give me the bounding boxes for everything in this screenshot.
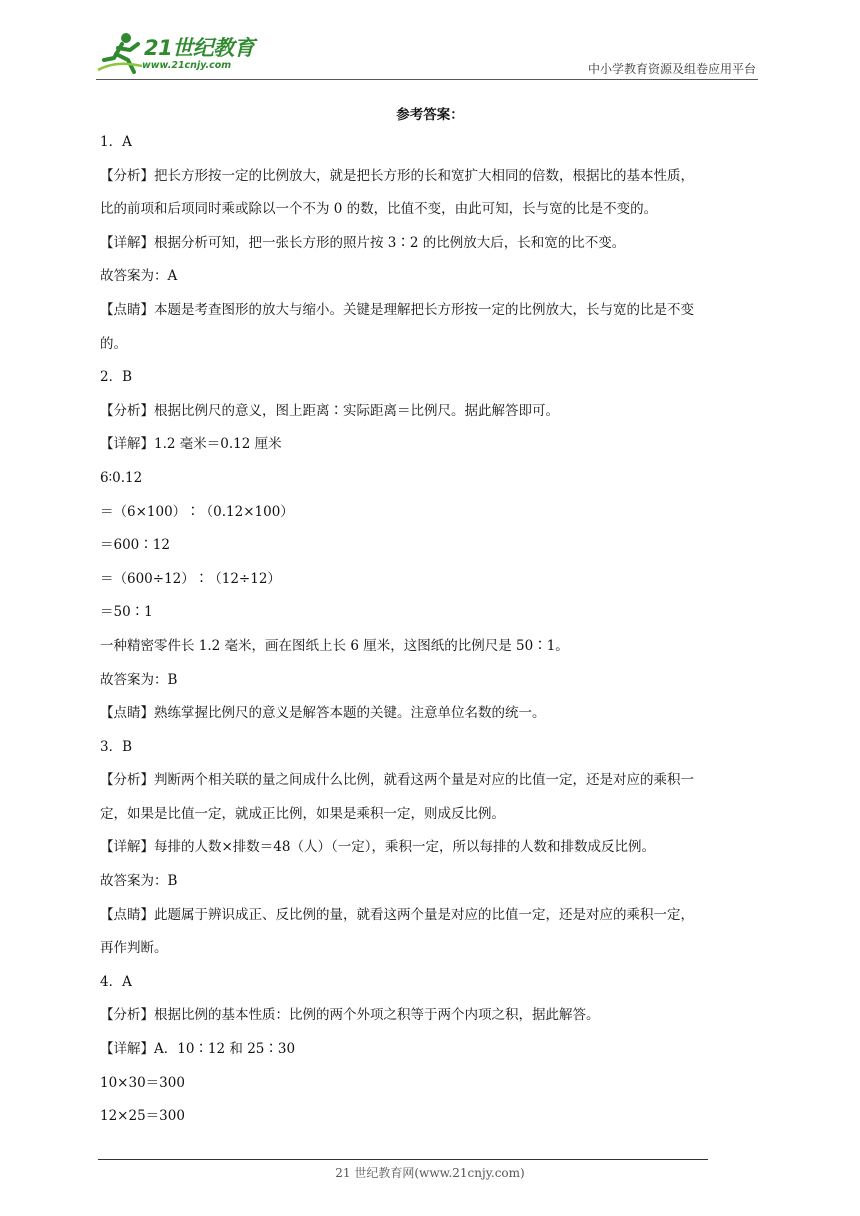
text-line: 故答案为：B bbox=[100, 873, 178, 890]
text-line: 【分析】根据比例尺的意义，图上距离∶实际距离＝比例尺。据此解答即可。 bbox=[100, 402, 559, 419]
page-title: 参考答案： bbox=[396, 107, 464, 123]
header-divider bbox=[96, 79, 758, 80]
text-line: 一种精密零件长 1.2 毫米，画在图纸上长 6 厘米，这图纸的比例尺是 50∶1。 bbox=[100, 637, 569, 654]
text-line: ＝（6×100）∶（0.12×100） bbox=[100, 503, 294, 520]
text-line: 比的前项和后项同时乘或除以一个不为 0 的数，比值不变，由此可知，长与宽的比是不变的。 bbox=[100, 201, 658, 218]
page-header bbox=[0, 0, 860, 82]
text-line: 10×30＝300 bbox=[100, 1074, 185, 1091]
text-line: 3．B bbox=[100, 738, 133, 755]
text-line: 【点睛】此题属于辨识成正、反比例的量，就看这两个量是对应的比值一定，还是对应的乘积一定， bbox=[100, 906, 694, 923]
text-line: 故答案为：B bbox=[100, 671, 178, 688]
page-footer: 21 世纪教育网(www.21cnjy.com) bbox=[335, 1166, 525, 1180]
text-line: ＝（600÷12）∶（12÷12） bbox=[100, 570, 281, 587]
text-line: 4．A bbox=[100, 973, 132, 990]
text-line: 再作判断。 bbox=[100, 940, 168, 957]
text-line: 【详解】根据分析可知，把一张长方形的照片按 3∶2 的比例放大后，长和宽的比不变。 bbox=[100, 234, 626, 251]
logo-text: 21世纪教育 bbox=[144, 36, 255, 60]
text-line: ＝600∶12 bbox=[100, 537, 170, 554]
running-figure-icon bbox=[96, 30, 146, 76]
text-line: 12×25＝300 bbox=[100, 1108, 185, 1125]
text-line: 【点睛】熟练掌握比例尺的意义是解答本题的关键。注意单位名数的统一。 bbox=[100, 705, 546, 722]
text-line: 【分析】根据比例的基本性质：比例的两个外项之积等于两个内项之积，据此解答。 bbox=[100, 1007, 600, 1024]
logo bbox=[96, 30, 266, 78]
text-line: ＝50∶1 bbox=[100, 604, 153, 621]
text-line: 6∶0.12 bbox=[100, 469, 143, 486]
text-line: 1．A bbox=[100, 134, 132, 150]
text-line: 的。 bbox=[100, 335, 127, 352]
text-line: 【详解】每排的人数×排数＝48（人）（一定），乘积一定，所以每排的人数和排数成反比例。 bbox=[100, 839, 655, 856]
logo-url: www.21cnjy.com bbox=[142, 60, 232, 71]
text-line: 【点睛】本题是考查图形的放大与缩小。关键是理解把长方形按一定的比例放大，长与宽的比是不变 bbox=[100, 301, 694, 318]
text-line: 【分析】判断两个相关联的量之间成什么比例，就看这两个量是对应的比值一定，还是对应的乘积一 bbox=[100, 772, 694, 789]
text-line: 【详解】1.2 毫米＝0.12 厘米 bbox=[100, 436, 282, 453]
text-line: 定，如果是比值一定，就成正比例，如果是乘积一定，则成反比例。 bbox=[100, 805, 505, 822]
footer-divider bbox=[98, 1159, 708, 1160]
text-line: 故答案为：A bbox=[100, 268, 178, 285]
platform-label: 中小学教育资源及组卷应用平台 bbox=[587, 62, 756, 76]
text-line: 【分析】把长方形按一定的比例放大，就是把长方形的长和宽扩大相同的倍数，根据比的基本性质， bbox=[100, 167, 694, 184]
text-line: 2．B bbox=[100, 369, 133, 386]
answer-content bbox=[100, 126, 765, 1134]
text-line: 【详解】A．10∶12 和 25∶30 bbox=[100, 1041, 296, 1058]
